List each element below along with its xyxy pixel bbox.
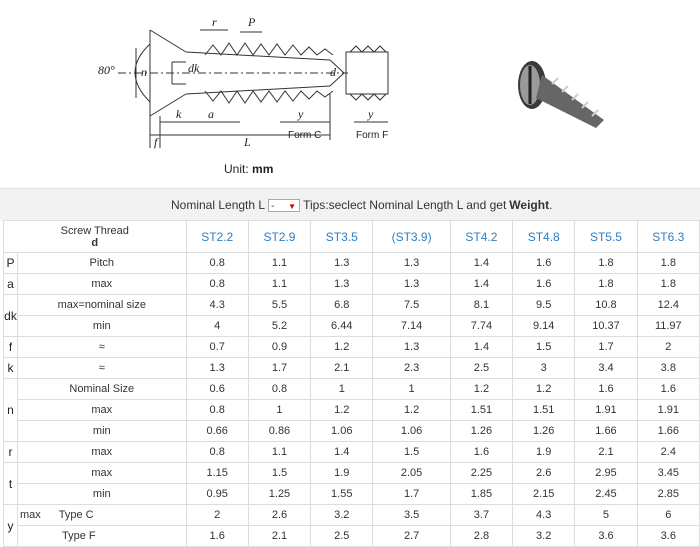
table-cell: 1.7 [575, 337, 637, 358]
table-cell: 3.45 [637, 463, 699, 484]
label-angle: 80° [98, 63, 115, 77]
screw-photo [492, 50, 700, 160]
table-cell: 1.6 [186, 526, 248, 547]
table-cell: 1.8 [637, 253, 699, 274]
label-form-f: Form F [356, 130, 389, 141]
label-k: k [176, 107, 182, 121]
row-label: min [18, 316, 187, 337]
column-header: ST2.9 [248, 221, 310, 253]
table-cell: 1 [373, 379, 450, 400]
table-cell: 0.7 [186, 337, 248, 358]
label-n: n [141, 65, 147, 79]
table-cell: 3 [513, 358, 575, 379]
table-row [4, 316, 700, 337]
table-cell: 1.6 [575, 379, 637, 400]
table-cell: 1.5 [373, 442, 450, 463]
table-cell: 1.2 [311, 337, 373, 358]
table-row [4, 505, 700, 526]
header-screw-thread-d: d [91, 236, 99, 249]
row-label: max [18, 400, 187, 421]
table-cell: 1.3 [311, 274, 373, 295]
table-cell: 1.1 [248, 442, 310, 463]
row-symbol: k [4, 358, 18, 379]
table-row [4, 337, 700, 358]
table-row [4, 400, 700, 421]
table-cell: 1.66 [575, 421, 637, 442]
table-cell: 1.15 [186, 463, 248, 484]
table-cell: 11.97 [637, 316, 699, 337]
table-cell: 5 [575, 505, 637, 526]
table-cell: 1.85 [450, 484, 512, 505]
label-r: r [212, 15, 217, 29]
table-cell: 0.9 [248, 337, 310, 358]
row-label: ≈ [18, 358, 187, 379]
label-d: d [330, 65, 336, 79]
label-a: a [208, 107, 214, 121]
table-cell: 9.5 [513, 295, 575, 316]
y-max-label: max [20, 509, 41, 521]
table-cell: 2.05 [373, 463, 450, 484]
table-cell: 1.7 [248, 358, 310, 379]
table-cell: 3.4 [575, 358, 637, 379]
row-label: min [18, 484, 187, 505]
table-cell: 3.5 [373, 505, 450, 526]
table-row [4, 526, 700, 547]
table-cell: 1.6 [513, 253, 575, 274]
table-cell: 0.66 [186, 421, 248, 442]
table-cell: 1.7 [373, 484, 450, 505]
table-cell: 1.2 [373, 400, 450, 421]
table-cell: 1.51 [513, 400, 575, 421]
table-cell: 0.8 [186, 442, 248, 463]
spec-table [3, 220, 700, 547]
table-cell: 7.74 [450, 316, 512, 337]
table-cell: 1.4 [450, 337, 512, 358]
row-label: max=nominal size [18, 295, 187, 316]
table-cell: 1.8 [637, 274, 699, 295]
table-cell: 1.5 [248, 463, 310, 484]
table-cell: 0.86 [248, 421, 310, 442]
column-header: (ST3.9) [373, 221, 450, 253]
table-cell: 2.1 [575, 442, 637, 463]
column-header: ST6.3 [637, 221, 699, 253]
table-cell: 2.6 [513, 463, 575, 484]
table-cell: 1.3 [311, 253, 373, 274]
table-cell: 1.6 [513, 274, 575, 295]
header-row [4, 221, 700, 253]
table-cell: 2.7 [373, 526, 450, 547]
table-cell: 1.6 [637, 379, 699, 400]
row-symbol: a [4, 274, 18, 295]
table-cell: 0.8 [186, 253, 248, 274]
table-cell: 7.5 [373, 295, 450, 316]
table-cell: 2.8 [450, 526, 512, 547]
table-cell: 1.8 [575, 274, 637, 295]
nominal-length-label: Nominal Length L [171, 198, 266, 212]
table-cell: 2 [637, 337, 699, 358]
row-symbol: t [4, 463, 18, 505]
column-header: ST2.2 [186, 221, 248, 253]
table-cell: 10.37 [575, 316, 637, 337]
table-cell: 1.6 [450, 442, 512, 463]
unit-note [224, 162, 273, 176]
table-cell: 3.7 [450, 505, 512, 526]
table-cell: 10.8 [575, 295, 637, 316]
table-cell: 3.6 [637, 526, 699, 547]
table-row [4, 463, 700, 484]
table-row [4, 274, 700, 295]
row-symbol: f [4, 337, 18, 358]
table-cell: 2.6 [248, 505, 310, 526]
row-symbol: n [4, 379, 18, 442]
screw-technical-drawing [0, 0, 492, 188]
table-cell: 2.5 [311, 526, 373, 547]
table-row [4, 442, 700, 463]
header-screw-thread-label: Screw Thread [60, 224, 129, 237]
table-row [4, 253, 700, 274]
table-cell: 1.26 [450, 421, 512, 442]
table-cell: 1.2 [311, 400, 373, 421]
table-cell: 4 [186, 316, 248, 337]
table-cell: 2.1 [311, 358, 373, 379]
row-symbol: r [4, 442, 18, 463]
column-header: ST5.5 [575, 221, 637, 253]
row-label: Pitch [18, 253, 187, 274]
table-cell: 1.25 [248, 484, 310, 505]
table-cell: 1.3 [373, 274, 450, 295]
table-cell: 1.51 [450, 400, 512, 421]
table-cell: 2.3 [373, 358, 450, 379]
table-cell: 6.8 [311, 295, 373, 316]
table-cell: 3.6 [575, 526, 637, 547]
select-value: - [271, 200, 275, 212]
column-header: ST4.2 [450, 221, 512, 253]
row-label: Type F [18, 526, 187, 547]
tips-end: . [549, 198, 553, 212]
table-cell: 2.4 [637, 442, 699, 463]
table-cell: 0.8 [248, 379, 310, 400]
label-f: f [154, 135, 158, 149]
row-label: Nominal Size [18, 379, 187, 400]
table-cell: 6.44 [311, 316, 373, 337]
table-cell: 1.3 [373, 337, 450, 358]
table-cell: 5.5 [248, 295, 310, 316]
row-symbol: P [4, 253, 18, 274]
tips-text: Tips:seclect Nominal Length L and get [303, 198, 507, 212]
table-row [4, 379, 700, 400]
table-cell: 2.85 [637, 484, 699, 505]
table-cell: 3.2 [311, 505, 373, 526]
table-cell: 1.9 [513, 442, 575, 463]
label-form-c: Form C [288, 130, 322, 141]
row-label: max [18, 463, 187, 484]
table-row [4, 421, 700, 442]
table-cell: 4.3 [513, 505, 575, 526]
table-cell: 3.2 [513, 526, 575, 547]
table-cell: 0.8 [186, 274, 248, 295]
table-cell: 1.8 [575, 253, 637, 274]
table-cell: 1.91 [637, 400, 699, 421]
table-cell: 1.9 [311, 463, 373, 484]
top-section [0, 0, 700, 188]
label-y-form-f: y [368, 107, 374, 121]
column-header: ST3.5 [311, 221, 373, 253]
table-cell: 2.95 [575, 463, 637, 484]
table-cell: 1.5 [513, 337, 575, 358]
table-cell: 2 [186, 505, 248, 526]
table-cell: 1.26 [513, 421, 575, 442]
table-cell: 1.2 [450, 379, 512, 400]
table-cell: 1.4 [311, 442, 373, 463]
row-label: max [18, 442, 187, 463]
table-cell: 4.3 [186, 295, 248, 316]
row-label: min [18, 421, 187, 442]
table-cell: 9.14 [513, 316, 575, 337]
label-dk: dk [188, 61, 200, 75]
row-symbol: dk [4, 295, 18, 337]
table-row [4, 358, 700, 379]
tips-bold: Weight [509, 198, 550, 212]
header-screw-thread [4, 221, 187, 253]
table-cell: 2.15 [513, 484, 575, 505]
table-cell: 2.5 [450, 358, 512, 379]
table-cell: 1.66 [637, 421, 699, 442]
table-cell: 8.1 [450, 295, 512, 316]
row-label: ≈ [18, 337, 187, 358]
table-cell: 0.6 [186, 379, 248, 400]
table-cell: 5.2 [248, 316, 310, 337]
table-cell: 1 [311, 379, 373, 400]
table-row [4, 484, 700, 505]
table-cell: 2.45 [575, 484, 637, 505]
table-cell: 6 [637, 505, 699, 526]
table-cell: 0.95 [186, 484, 248, 505]
table-cell: 1 [248, 400, 310, 421]
table-cell: 1.06 [311, 421, 373, 442]
table-cell: 3.8 [637, 358, 699, 379]
table-cell: 1.1 [248, 253, 310, 274]
row-label-text: Type C [58, 509, 94, 521]
table-cell: 1.06 [373, 421, 450, 442]
label-y-form-c: y [298, 107, 304, 121]
label-p: P [248, 15, 256, 29]
row-label [18, 505, 187, 526]
row-label: max [18, 274, 187, 295]
table-cell: 2.25 [450, 463, 512, 484]
table-cell: 2.1 [248, 526, 310, 547]
table-cell: 1.2 [513, 379, 575, 400]
table-cell: 0.8 [186, 400, 248, 421]
table-cell: 1.3 [373, 253, 450, 274]
unit-label: Unit: [224, 162, 249, 176]
nominal-length-bar [0, 188, 700, 221]
table-cell: 1.3 [186, 358, 248, 379]
unit-value: mm [252, 162, 274, 176]
column-header: ST4.8 [513, 221, 575, 253]
table-row [4, 295, 700, 316]
table-cell: 1.1 [248, 274, 310, 295]
table-cell: 1.91 [575, 400, 637, 421]
nominal-length-select[interactable] [268, 199, 300, 212]
label-l: L [244, 135, 251, 149]
table-cell: 1.55 [311, 484, 373, 505]
table-cell: 1.4 [450, 253, 512, 274]
table-cell: 1.4 [450, 274, 512, 295]
table-cell: 7.14 [373, 316, 450, 337]
chevron-down-icon: ▼ [288, 201, 297, 211]
table-cell: 12.4 [637, 295, 699, 316]
row-symbol: y [4, 505, 18, 547]
